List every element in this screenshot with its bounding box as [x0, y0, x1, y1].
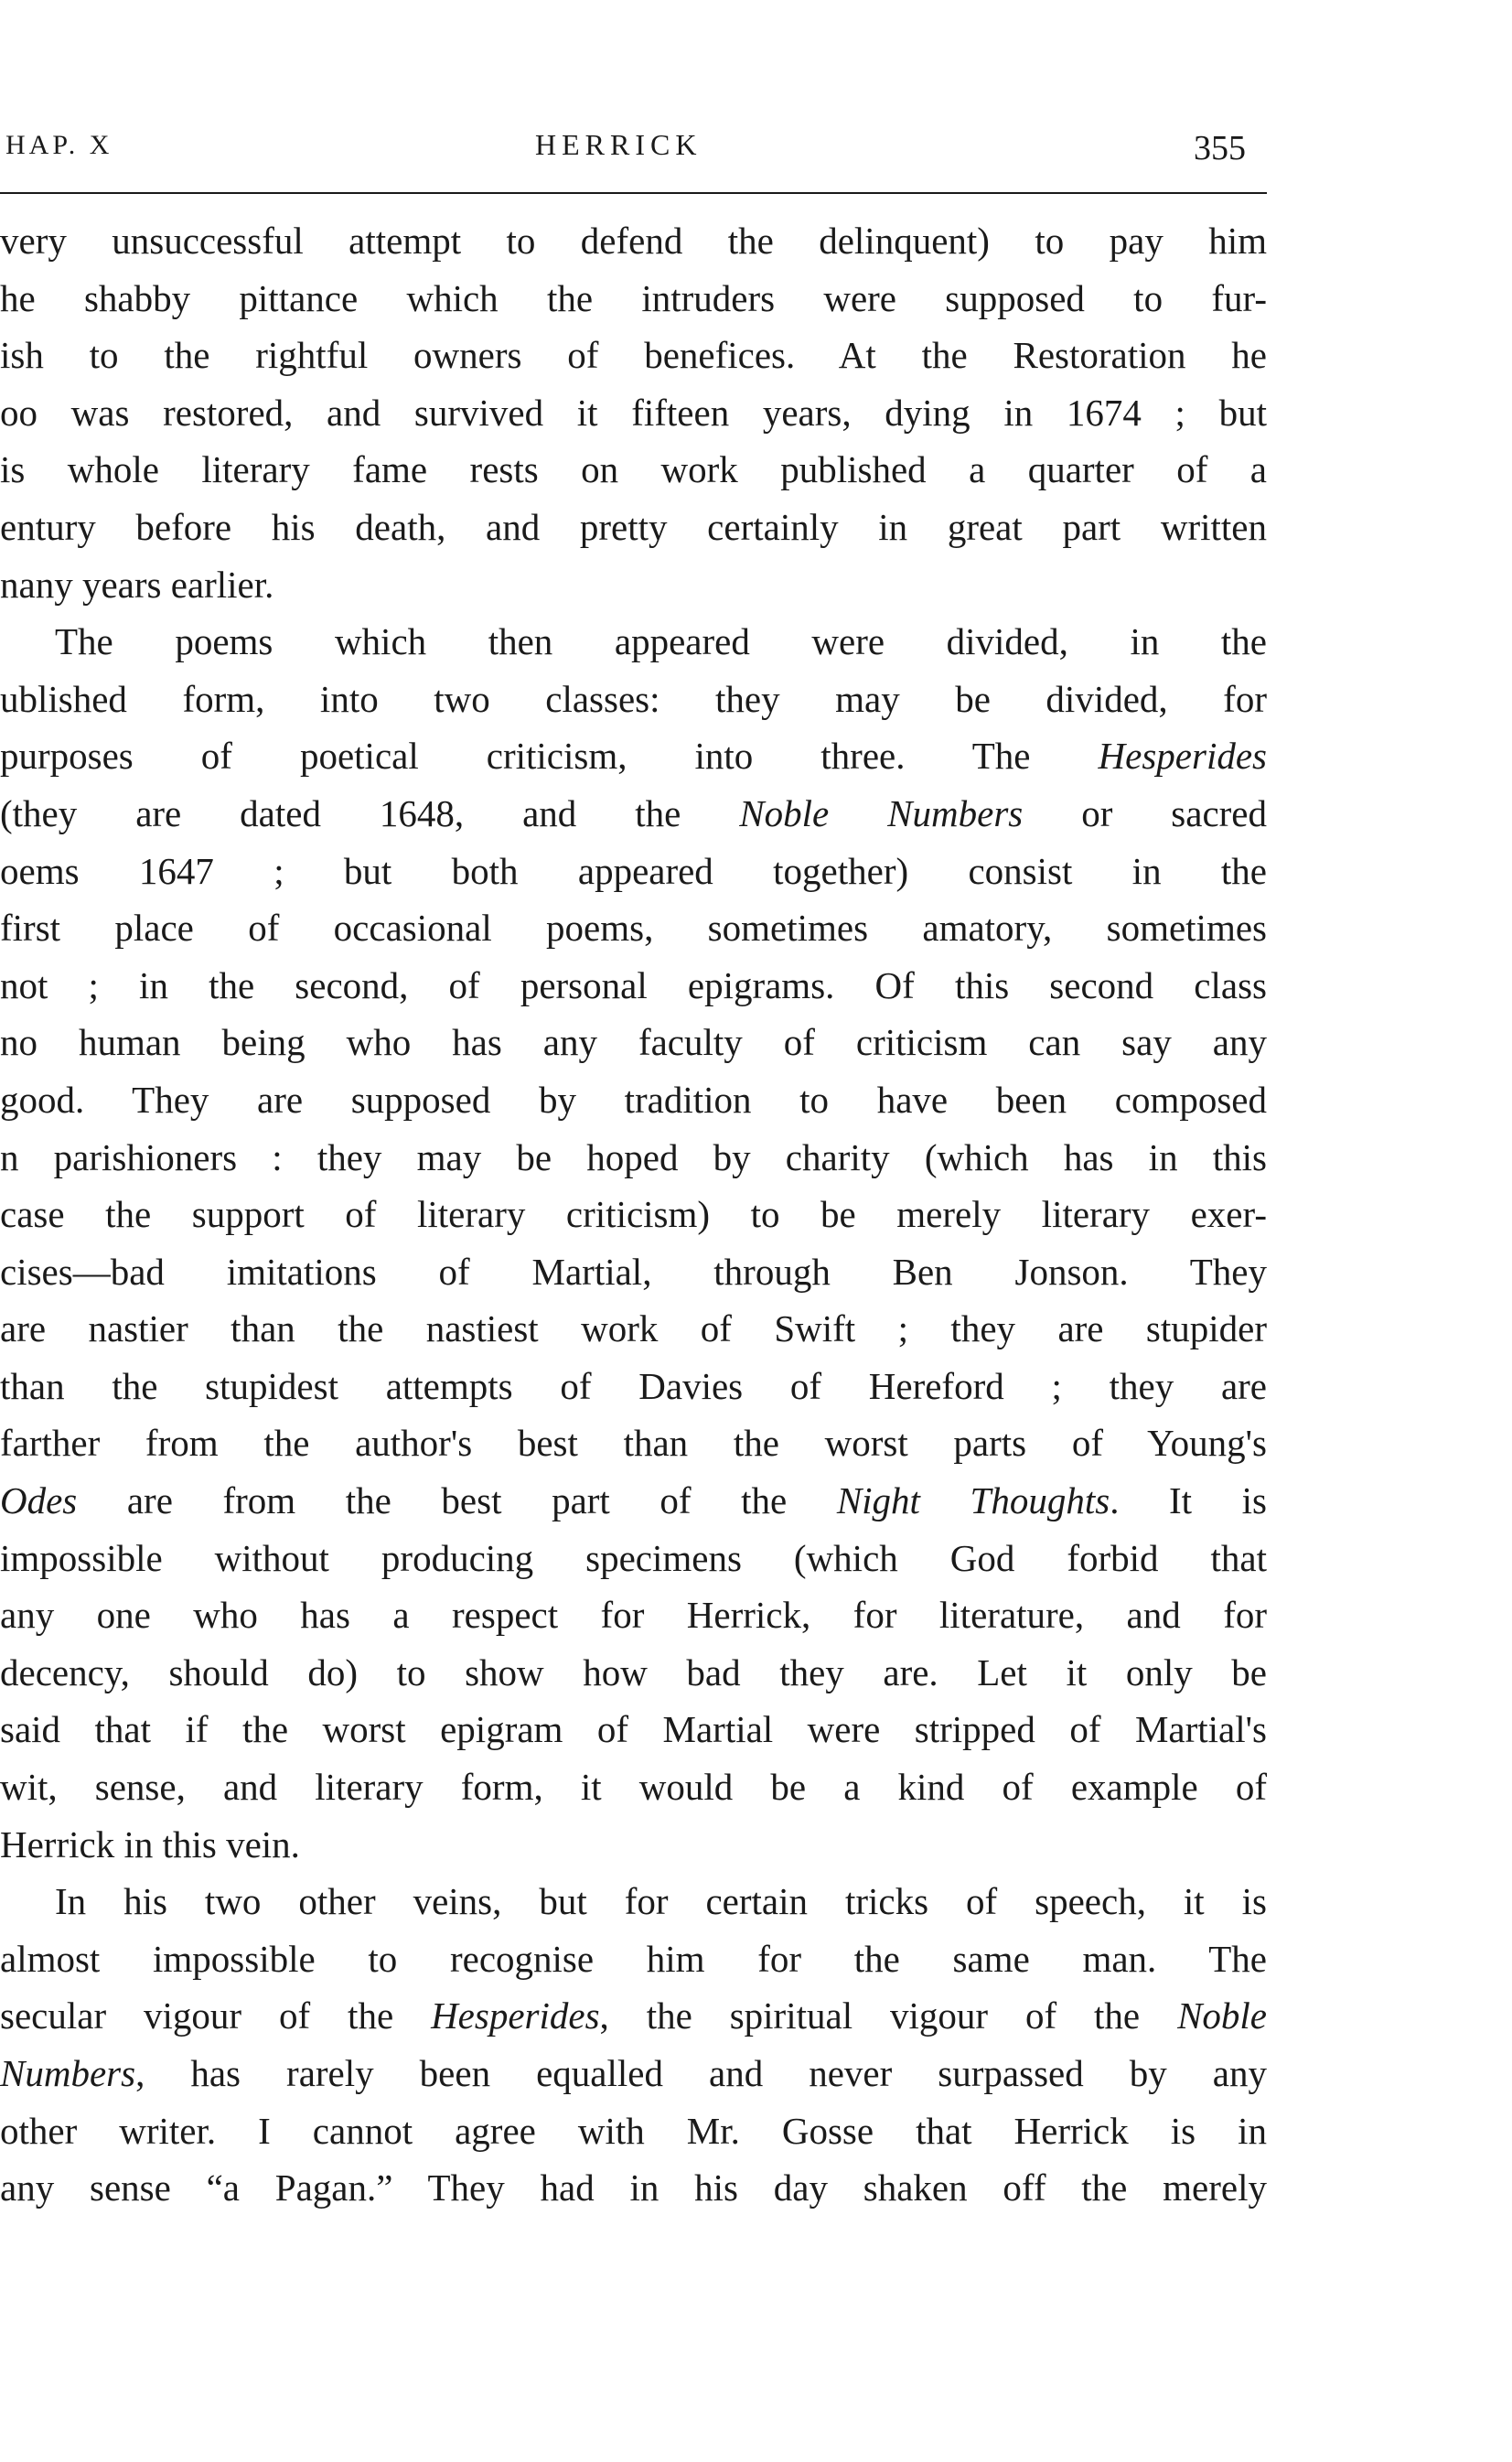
italic-title: Odes [0, 1479, 78, 1522]
text-line: ish to the rightful owners of benefices. At the Restoration he [0, 334, 1267, 377]
text-line: said that if the worst epigram of Martial were stripped of Martial's [0, 1708, 1267, 1751]
text-line: entury before his death, and pretty certainly in great part written [0, 505, 1267, 548]
text-line: than the stupidest attempts of Davies of Hereford ; they are [0, 1364, 1267, 1407]
text-line: n parishioners : they may be hoped by charity (which has in this [0, 1135, 1267, 1178]
text-line: good. They are supposed by tradition to have been composed [0, 1078, 1267, 1121]
text-line: is whole literary fame rests on work published a quarter of a [0, 448, 1267, 491]
text-line: Numbers, has rarely been equalled and never surpassed by any [0, 2052, 1267, 2094]
text-line: ublished form, into two classes: they may be divided, for [0, 677, 1267, 720]
text-line: Herrick in this vein. [0, 1822, 300, 1865]
text-line: cises—bad imitations of Martial, through Ben Jonson. They [0, 1250, 1267, 1293]
text-line: impossible without producing specimens (which God forbid that [0, 1536, 1267, 1579]
italic-title: Noble Numbers [739, 791, 1024, 834]
running-header [0, 117, 1281, 172]
text-line: first place of occasional poems, sometimes amatory, sometimes [0, 907, 1267, 950]
text-line: farther from the author's best than the worst parts of Young's [0, 1422, 1267, 1465]
italic-title: Hesperides [1098, 735, 1267, 778]
text-line: case the support of literary criticism) to be merely literary exer- [0, 1193, 1267, 1236]
text-line: wit, sense, and literary form, it would be a kind of example of [0, 1766, 1267, 1809]
text-line: not ; in the second, of personal epigrams. Of this second class [0, 963, 1267, 1006]
text-line: In his two other veins, but for certain tricks of speech, it is [55, 1880, 1267, 1923]
text-line: any one who has a respect for Herrick, for literature, and for [0, 1594, 1267, 1637]
text-line: The poems which then appeared were divided, in the [55, 620, 1267, 663]
text-line: very unsuccessful attempt to defend the delinquent) to pay him [0, 220, 1267, 262]
text-line: other writer. I cannot agree with Mr. Gosse that Herrick is in [0, 2109, 1267, 2152]
chapter-label: HAP. X [5, 130, 113, 160]
text-line: he shabby pittance which the intruders were supposed to fur- [0, 276, 1267, 319]
text-line: no human being who has any faculty of criticism can say any [0, 1021, 1267, 1064]
running-title: HERRICK [535, 128, 702, 161]
italic-title: Hesperides [431, 1994, 600, 2037]
text-line: oems 1647 ; but both appeared together) consist in the [0, 849, 1267, 892]
header-rule [0, 192, 1267, 194]
body-text [0, 212, 1267, 2217]
text-line: any sense “a Pagan.” They had in his day shaken off the merely [0, 2166, 1267, 2209]
text-line: oo was restored, and survived it fifteen years, dying in 1674 ; but [0, 391, 1267, 434]
text-line: are nastier than the nastiest work of Swift ; they are stupider [0, 1307, 1267, 1350]
text-line: nany years earlier. [0, 563, 274, 606]
italic-title: Noble [1177, 1994, 1267, 2037]
italic-title: Night Thoughts [836, 1479, 1110, 1522]
text-line: Odes are from the best part of the Night Thoughts. It is [0, 1479, 1267, 1522]
italic-title: Numbers [0, 2052, 136, 2094]
text-line: almost impossible to recognise him for the same man. The [0, 1937, 1267, 1980]
text-line: purposes of poetical criticism, into three. The Hesperides [0, 735, 1267, 778]
text-line: secular vigour of the Hesperides, the spiritual vigour of the Noble [0, 1994, 1267, 2037]
page-number: 355 [1194, 129, 1246, 167]
text-line: (they are dated 1648, and the Noble Numbers or sacred [0, 791, 1267, 834]
text-line: decency, should do) to show how bad they are. Let it only be [0, 1650, 1267, 1693]
